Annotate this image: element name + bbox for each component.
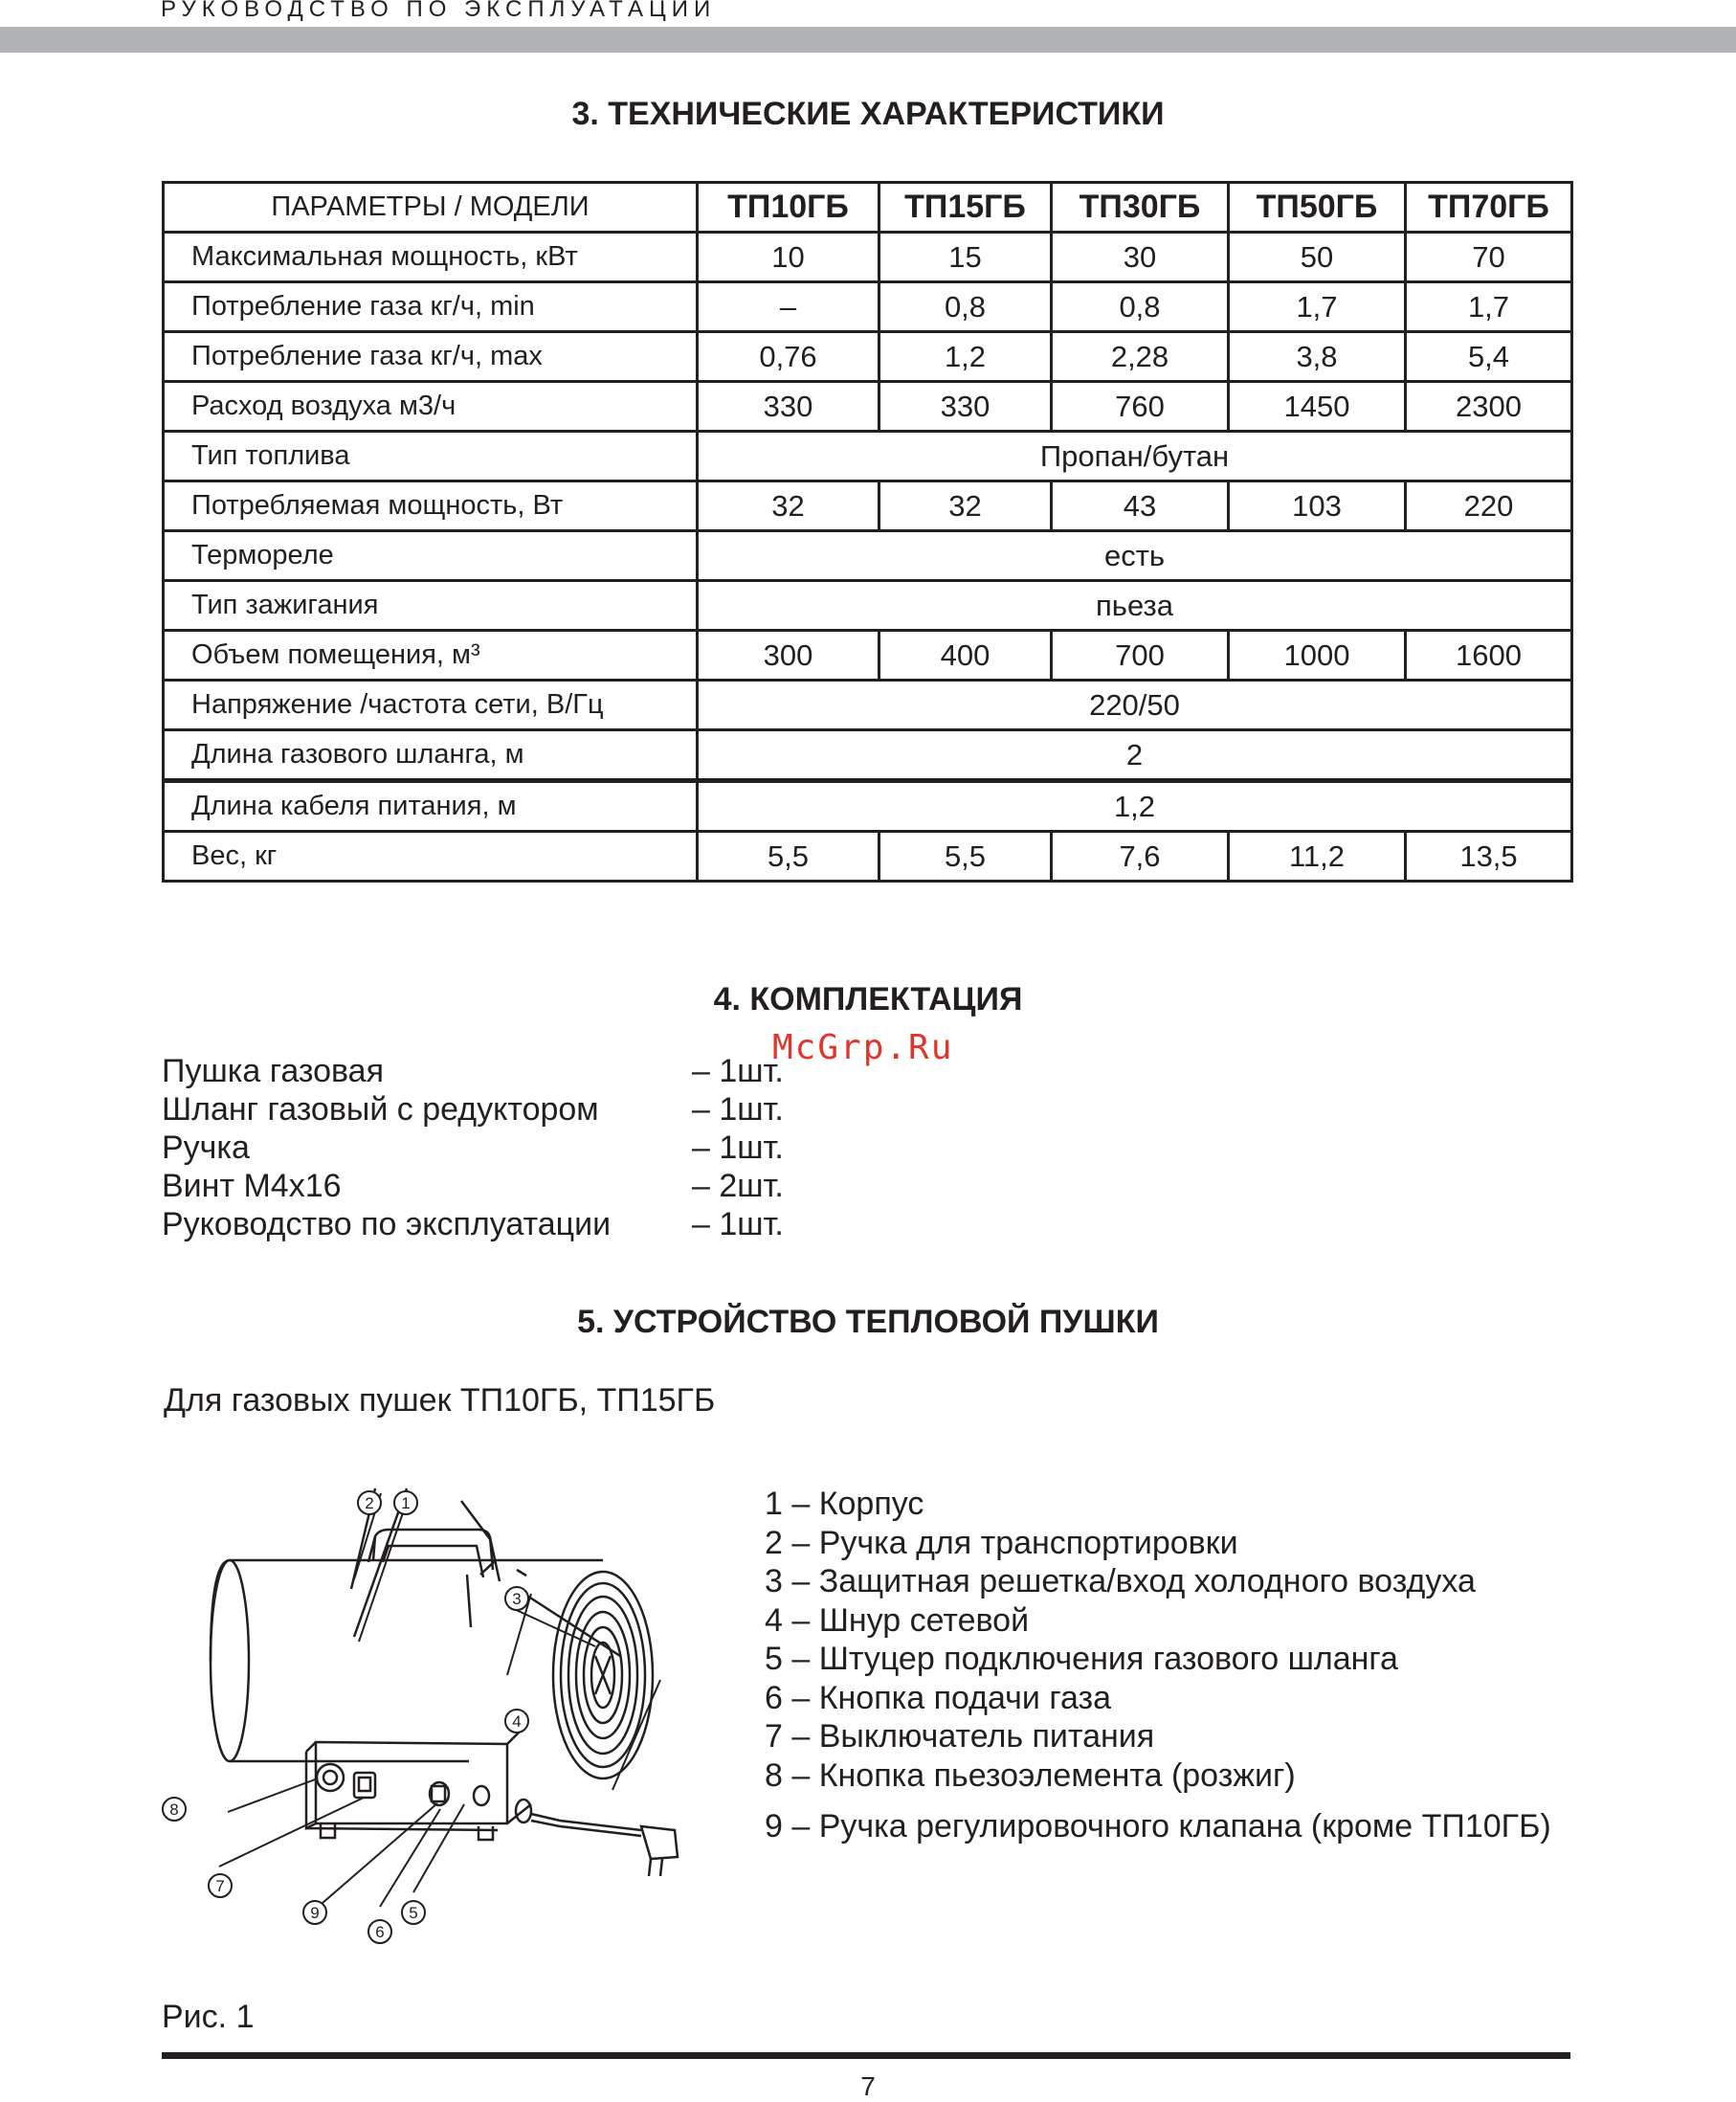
- value-cell: 1,7: [1406, 282, 1572, 332]
- param-cell: Потребляемая мощность, Вт: [164, 481, 698, 531]
- figure-intro: Для газовых пушек ТП10ГБ, ТП15ГБ: [164, 1382, 716, 1419]
- value-cell: 1000: [1229, 631, 1406, 681]
- merged-value-cell: пьеза: [698, 581, 1572, 631]
- value-cell: 0,8: [1052, 282, 1229, 332]
- param-cell: Потребление газа кг/ч, max: [164, 332, 698, 382]
- header-bar: [0, 27, 1736, 53]
- heater-drawing: [153, 1474, 766, 1962]
- param-cell: Потребление газа кг/ч, min: [164, 282, 698, 332]
- model-header: ТП70ГБ: [1406, 183, 1572, 233]
- legend-item: 8 – Кнопка пьезоэлемента (розжиг): [765, 1756, 1296, 1794]
- callout-label: 4: [512, 1712, 522, 1731]
- merged-value-cell: есть: [698, 531, 1572, 581]
- model-header: ТП50ГБ: [1229, 183, 1406, 233]
- specs-table: [162, 181, 1573, 883]
- model-header: ТП10ГБ: [698, 183, 879, 233]
- section-3-title: 3. ТЕХНИЧЕСКИЕ ХАРАКТЕРИСТИКИ: [571, 96, 1165, 132]
- kit-item: [162, 1091, 784, 1129]
- callout-label: 6: [375, 1923, 385, 1941]
- kit-item-name: Ручка: [162, 1129, 250, 1166]
- kit-item-qty: – 1шт.: [692, 1091, 784, 1128]
- value-cell: 2,28: [1052, 332, 1229, 382]
- specs-row: [164, 332, 1572, 382]
- merged-value-cell: 1,2: [698, 781, 1572, 832]
- footer-rule: [162, 2052, 1570, 2059]
- kit-item: [162, 1129, 784, 1167]
- value-cell: 5,5: [879, 832, 1052, 882]
- parts-legend: [765, 1486, 1551, 1847]
- param-cell: Тип зажигания: [164, 581, 698, 631]
- param-cell: Длина кабеля питания, м: [164, 781, 698, 832]
- specs-header-row: [164, 183, 1572, 233]
- value-cell: –: [698, 282, 879, 332]
- legend-item: 9 – Ручка регулировочного клапана (кроме ТП10ГБ): [765, 1808, 1551, 1845]
- callout-label: 1: [401, 1494, 411, 1512]
- value-cell: 13,5: [1406, 832, 1572, 882]
- value-cell: 11,2: [1229, 832, 1406, 882]
- callout-label: 8: [169, 1800, 179, 1819]
- specs-row: [164, 481, 1572, 531]
- kit-item-name: Винт М4х16: [162, 1168, 342, 1204]
- value-cell: 0,76: [698, 332, 879, 382]
- kit-item-name: Руководство по эксплуатации: [162, 1206, 612, 1242]
- value-cell: 5,4: [1406, 332, 1572, 382]
- param-cell: Расход воздуха м3/ч: [164, 382, 698, 432]
- value-cell: 400: [879, 631, 1052, 681]
- specs-row: [164, 233, 1572, 282]
- legend-item: 5 – Штуцер подключения газового шланга: [765, 1641, 1398, 1677]
- specs-row: [164, 781, 1572, 832]
- callout-label: 7: [215, 1877, 225, 1895]
- value-cell: 43: [1052, 481, 1229, 531]
- value-cell: 103: [1229, 481, 1406, 531]
- value-cell: 1,7: [1229, 282, 1406, 332]
- specs-row: [164, 631, 1572, 681]
- specs-row: [164, 730, 1572, 781]
- value-cell: 1450: [1229, 382, 1406, 432]
- value-cell: 0,8: [879, 282, 1052, 332]
- specs-row: [164, 382, 1572, 432]
- model-header: ТП15ГБ: [879, 183, 1052, 233]
- kit-item: [162, 1168, 784, 1205]
- kit-item-qty: – 2шт.: [692, 1168, 784, 1204]
- value-cell: 50: [1229, 233, 1406, 282]
- legend-item: 3 – Защитная решетка/вход холодного воздуха: [765, 1563, 1476, 1599]
- param-cell: Тип топлива: [164, 432, 698, 481]
- section-5-title: 5. УСТРОЙСТВО ТЕПЛОВОЙ ПУШКИ: [577, 1304, 1159, 1340]
- kit-item-qty: – 1шт.: [692, 1206, 784, 1242]
- page-number: 7: [860, 2071, 876, 2101]
- legend-item: 2 – Ручка для транспортировки: [765, 1524, 1238, 1561]
- value-cell: 700: [1052, 631, 1229, 681]
- specs-row: [164, 581, 1572, 631]
- figure-caption: Рис. 1: [162, 1999, 255, 2035]
- param-cell: Термореле: [164, 531, 698, 581]
- value-cell: 2300: [1406, 382, 1572, 432]
- callout-label: 9: [310, 1904, 320, 1922]
- kit-item-name: Шланг газовый с редуктором: [162, 1091, 599, 1128]
- kit-item-name: Пушка газовая: [162, 1053, 384, 1089]
- value-cell: 760: [1052, 382, 1229, 432]
- specs-row: [164, 432, 1572, 481]
- merged-value-cell: 2: [698, 730, 1572, 781]
- merged-value-cell: 220/50: [698, 681, 1572, 730]
- callout-label: 3: [512, 1590, 522, 1608]
- model-header: ТП30ГБ: [1052, 183, 1229, 233]
- watermark: McGrp.Ru: [772, 1028, 954, 1067]
- specs-row: [164, 531, 1572, 581]
- legend-item: 7 – Выключатель питания: [765, 1718, 1155, 1755]
- callout-label: 2: [365, 1494, 374, 1512]
- value-cell: 3,8: [1229, 332, 1406, 382]
- kit-item-qty: – 1шт.: [692, 1129, 784, 1166]
- kit-item: [162, 1206, 784, 1243]
- param-cell: Объем помещения, м³: [164, 631, 698, 681]
- param-cell: Напряжение /частота сети, В/Гц: [164, 681, 698, 730]
- param-cell: Максимальная мощность, кВт: [164, 233, 698, 282]
- value-cell: 5,5: [698, 832, 879, 882]
- merged-value-cell: Пропан/бутан: [698, 432, 1572, 481]
- value-cell: 10: [698, 233, 879, 282]
- value-cell: 300: [698, 631, 879, 681]
- specs-row: [164, 681, 1572, 730]
- section-4-title: 4. КОМПЛЕКТАЦИЯ: [713, 981, 1023, 1017]
- param-header: ПАРАМЕТРЫ / МОДЕЛИ: [164, 183, 698, 233]
- param-cell: Длина газового шланга, м: [164, 730, 698, 781]
- value-cell: 70: [1406, 233, 1572, 282]
- specs-row: [164, 282, 1572, 332]
- value-cell: 1,2: [879, 332, 1052, 382]
- legend-item: 4 – Шнур сетевой: [765, 1601, 1030, 1639]
- kit-item-qty: – 1шт.: [692, 1053, 784, 1089]
- value-cell: 7,6: [1052, 832, 1229, 882]
- value-cell: 330: [879, 382, 1052, 432]
- value-cell: 30: [1052, 233, 1229, 282]
- callout-label: 5: [409, 1904, 418, 1922]
- value-cell: 32: [698, 481, 879, 531]
- value-cell: 220: [1406, 481, 1572, 531]
- value-cell: 1600: [1406, 631, 1572, 681]
- value-cell: 32: [879, 481, 1052, 531]
- value-cell: 330: [698, 382, 879, 432]
- kit-item: [162, 1053, 784, 1090]
- specs-row: [164, 832, 1572, 882]
- value-cell: 15: [879, 233, 1052, 282]
- legend-item: 6 – Кнопка подачи газа: [765, 1679, 1111, 1716]
- param-cell: Вес, кг: [164, 832, 698, 882]
- running-header: РУКОВОДСТВО ПО ЭКСПЛУАТАЦИИ: [161, 0, 717, 22]
- legend-item: 1 – Корпус: [765, 1486, 924, 1522]
